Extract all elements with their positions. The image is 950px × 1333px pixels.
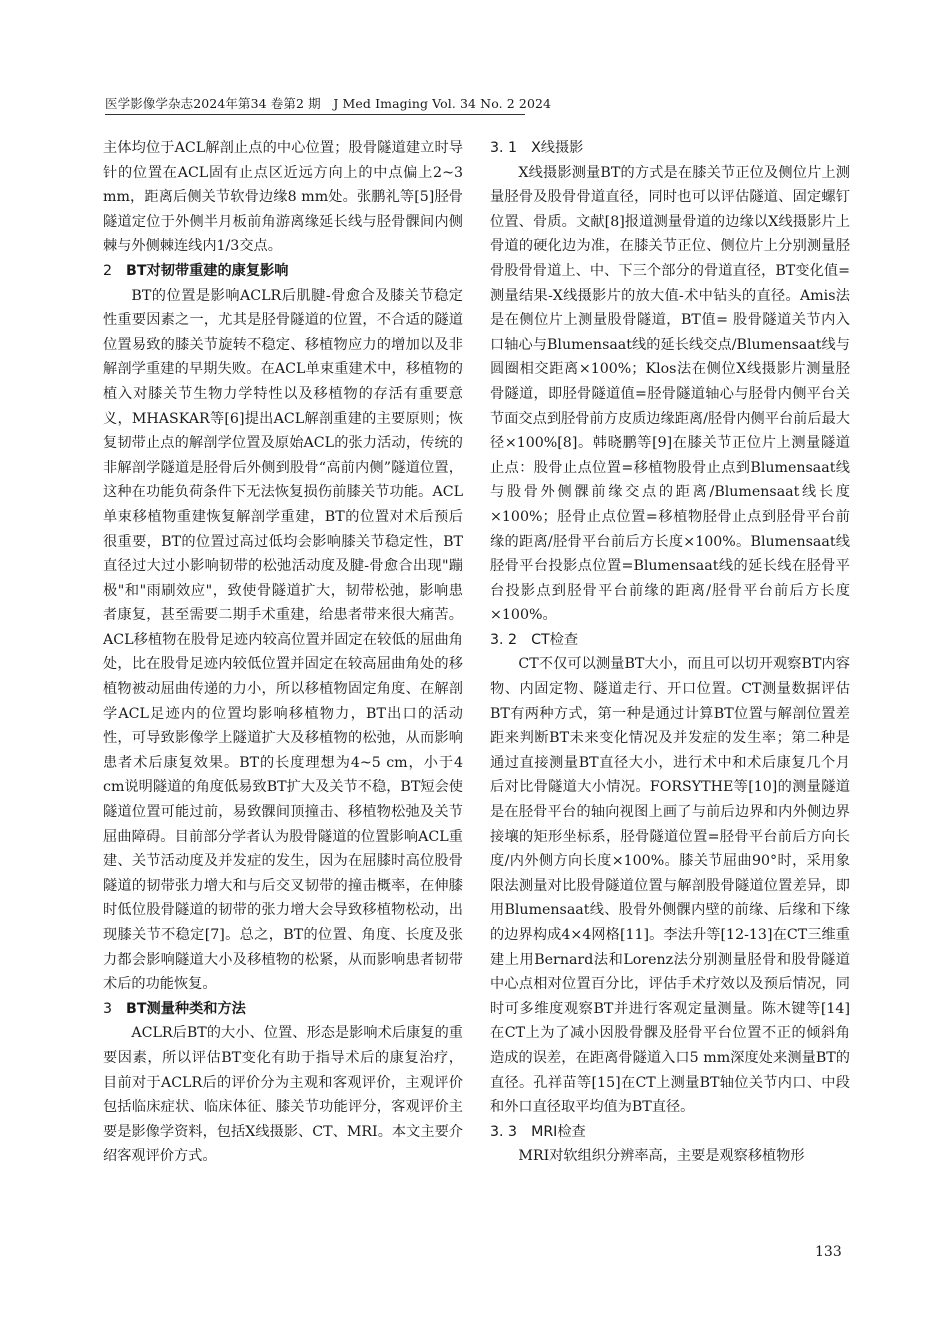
subsection-heading-3-2 [490,628,850,653]
section-title: BT测量种类和方法 [126,1000,246,1017]
subsection-title: X线摄影 [531,140,584,156]
paragraph: 主体均位于ACL解剖止点的中心位置；股骨隧道建立时导针的位置在ACL固有止点区近远方向上的中点偏上2~3 mm，距离后侧关节软骨边缘8 mm处。张鹏礼等[5]胫骨隧道定位于外侧半月板前角游离缘延长线与胫骨髁间内侧棘与外侧棘连线内1/3交点。 [103,140,463,255]
running-header: 医学影像学杂志2024年第34 卷第2 期 J Med Imaging Vol. 34 No. 2 2024 [105,96,525,115]
subsection-number: 3. 2 [490,631,518,648]
section-number: 2 [103,262,113,279]
section-number: 3 [103,1000,113,1017]
paragraph: MRI对软组织分辨率高，主要是观察移植物形 [518,1148,805,1165]
subsection-heading-3-1 [490,136,850,161]
section-title: BT对韧带重建的康复影响 [126,262,289,279]
subsection-title: CT检查 [531,631,579,648]
subsection-number: 3. 3 [490,1123,518,1140]
paragraph: BT的位置是影响ACLR后肌腱-骨愈合及膝关节稳定性重要因素之一，尤其是胫骨隧道的位置，不合适的隧道位置易致的膝关节旋转不稳定、移植物应力的增加以及非解剖学重建的早期失败。在ACL单束重建术中，移植物的植入对膝关节生物力学特性以及移植物的存活有重要意义，MHASKAR等[6]提出ACL解剖重建的主要原则；恢复韧带止点的解剖学位置及原始ACL的张力活动，传统的非解剖学隧道是胫骨后外侧到股骨“高前内侧”隧道位置，这种在功能负荷条件下无法恢复损伤前膝关节功能。ACL单束移植物重建恢复解剖学重建，BT的位置对术后预后很重要，BT的位置过高过低均会影响膝关节稳定性，BT直径过大过小影响韧带的松弛活动度及腱-骨愈合出现"蹦极"和"雨刷效应"，致使骨隧道扩大，韧带松弛，影响患者康复，甚至需要二期手术重建，给患者带来很大痛苦。ACL移植物在股骨足迹内较高位置并固定在较低的屈曲角处，比在股骨足迹内较低位置并固定在较高屈曲角处的移植物被动屈曲传递的力小，所以移植物固定角度、在解剖学ACL足迹内的位置均影响移植物力，BT出口的活动性，可导致影像学上隧道扩大及移植物的松弛，从而影响患者术后康复效果。BT的长度理想为4~5 cm，小于4 cm说明隧道的角度低易致BT扩大及关节不稳，BT短会使隧道位置可能过前，易致髁间顶撞击、移植物松弛及关节屈曲障碍。目前部分学者认为股骨隧道的位置影响ACL重建、关节活动度及并发症的发生，因为在屈膝时高位股骨隧道的韧带张力增大和与后交叉韧带的撞击概率，在伸膝时低位股骨隧道的韧带的张力增大会导致移植物松动，出现膝关节不稳定[7]。总之，BT的位置、角度、长度及张力都会影响隧道大小及移植物的松紧，从而影响患者韧带术后的功能恢复。 [103,287,463,993]
section-heading-3 [103,997,463,1022]
paragraph: X线摄影测量BT的方式是在膝关节正位及侧位片上测量胫骨及股骨骨道直径，同时也可以评估隧道、固定螺钉位置、骨质。文献[8]报道测量骨道的边缘以X线摄影片上骨道的硬化边为准，在膝关节正位、侧位片上分别测量胫骨股骨骨道上、中、下三个部分的骨道直径，BT变化值=测量结果-X线摄影片的放大值-术中钻头的直径。Amis法是在侧位片上测量股骨隧道，BT值= 股骨隧道关节内入口轴心与Blumensaat线的延长线交点/Blumensaat线与圆圈相交距离×100%；Klos法在侧位X线摄影片测量胫骨隧道，即胫骨隧道值=胫骨隧道轴心与胫骨内侧平台关节面交点到胫骨前方皮质边缘距离/胫骨内侧平台前后最大径×100%[8]。韩晓鹏等[9]在膝关节正位片上测量隧道止点：股骨止点位置=移植物股骨止点到Blumensaat线与股骨外侧髁前缘交点的距离/Blumensaat线长度×100%；胫骨止点位置=移植物胫骨止点到胫骨平台前缘的距离/胫骨平台前后方长度×100%。Blumensaat线胫骨平台投影点位置=Blumensaat线的延长线在胫骨平台投影点到胫骨平台前缘的距离/胫骨平台前后方长度×100%。 [490,164,850,624]
page-number: 133 [815,1244,842,1260]
right-column [490,136,850,1246]
section-heading-2 [103,259,463,284]
paragraph: CT不仅可以测量BT大小，而且可以切开观察BT内容物、内固定物、隧道走行、开口位置。CT测量数据评估BT有两种方式，第一种是通过计算BT位置与解剖位置差距来判断BT未来变化情况及并发症的发生率；第二种是通过直接测量BT直径大小，进行术中和术后康复几个月后对比骨隧道大小情况。FORSYTHE等[10]的测量隧道是在胫骨平台的轴向视图上画了与前后边界和内外侧边界接壤的矩形坐标系，胫骨隧道位置=胫骨平台前后方向长度/内外侧方向长度×100%。膝关节屈曲90°时，采用象限法测量对比股骨隧道位置与解剖股骨隧道位置差异，即用Blumensaat线、股骨外侧髁内壁的前缘、后缘和下缘的边界构成4×4网格[11]。李法升等[12-13]在CT三维重建上用Bernard法和Lorenz法分别测量胫骨和股骨隧道中心点相对位置百分比，评估手术疗效以及预后情况，同时可多维度观察BT并进行客观定量测量。陈木键等[14]在CT上为了减小因股骨髁及胫骨平台位置不正的倾斜角造成的误差，在距离骨隧道入口5 mm深度处来测量BT的直径。孔祥苗等[15]在CT上测量BT轴位关节内口、中段和外口直径取平均值为BT直径。 [490,656,850,1116]
subsection-title: MRI检查 [531,1123,586,1140]
paragraph: ACLR后BT的大小、位置、形态是影响术后康复的重要因素，所以评估BT变化有助于指导术后的康复治疗，目前对于ACLR后的评价分为主观和客观评价，主观评价包括临床症状、临床体征、膝关节功能评分，客观评价主要是影像学资料，包括X线摄影、CT、MRI。本文主要介绍客观评价方式。 [103,1025,463,1165]
subsection-heading-3-3 [490,1120,850,1145]
left-column [103,136,463,1246]
subsection-number: 3. 1 [490,140,518,156]
